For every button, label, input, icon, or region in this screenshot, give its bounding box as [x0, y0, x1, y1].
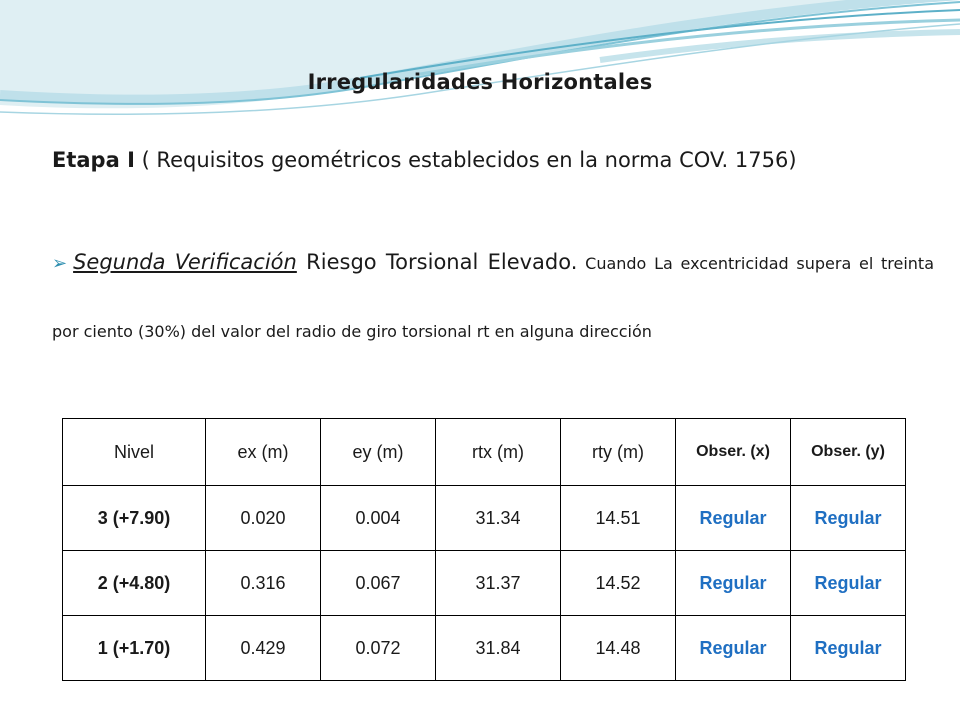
- table-row: [63, 551, 906, 616]
- cell-rtx: 31.84: [436, 616, 561, 681]
- cell-obser-x: Regular: [676, 486, 791, 551]
- header-ex: ex (m): [206, 419, 321, 486]
- cell-ey: 0.004: [321, 486, 436, 551]
- header-rtx: rtx (m): [436, 419, 561, 486]
- cell-ex: 0.429: [206, 616, 321, 681]
- torsion-table: [62, 418, 906, 681]
- verification-title: Riesgo Torsional Elevado.: [296, 250, 578, 274]
- verification-text: Cuando La excentricidad supera el treinta por ciento (30%) del valor del radio de giro torsional rt en alguna dirección: [52, 254, 934, 341]
- cell-rty: 14.52: [561, 551, 676, 616]
- table-row: [63, 486, 906, 551]
- header-ey: ey (m): [321, 419, 436, 486]
- cell-nivel: 2 (+4.80): [63, 551, 206, 616]
- cell-obser-y: Regular: [791, 551, 906, 616]
- slide-subtitle: [52, 148, 922, 172]
- arrow-bullet-icon: ➢: [52, 253, 68, 274]
- header-rty: rty (m): [561, 419, 676, 486]
- cell-obser-y: Regular: [791, 616, 906, 681]
- verification-label: Segunda Verificación: [73, 250, 297, 274]
- cell-ey: 0.072: [321, 616, 436, 681]
- cell-ex: 0.316: [206, 551, 321, 616]
- subtitle-description: ( Requisitos geométricos establecidos en la norma COV. 1756): [134, 148, 797, 172]
- cell-rtx: 31.34: [436, 486, 561, 551]
- cell-nivel: 1 (+1.70): [63, 616, 206, 681]
- cell-rty: 14.48: [561, 616, 676, 681]
- table-header-row: [63, 419, 906, 486]
- cell-nivel: 3 (+7.90): [63, 486, 206, 551]
- cell-obser-x: Regular: [676, 551, 791, 616]
- subtitle-stage: Etapa I: [52, 148, 135, 172]
- cell-rtx: 31.37: [436, 551, 561, 616]
- header-obser-x: Obser. (x): [676, 419, 791, 486]
- cell-obser-x: Regular: [676, 616, 791, 681]
- slide-title: Irregularidades Horizontales: [307, 70, 653, 94]
- cell-obser-y: Regular: [791, 486, 906, 551]
- verification-paragraph: [52, 228, 934, 366]
- header-obser-y: Obser. (y): [791, 419, 906, 486]
- cell-ey: 0.067: [321, 551, 436, 616]
- cell-ex: 0.020: [206, 486, 321, 551]
- header-nivel: Nivel: [63, 419, 206, 486]
- table-row: [63, 616, 906, 681]
- cell-rty: 14.51: [561, 486, 676, 551]
- decorative-wave-header: [0, 0, 960, 130]
